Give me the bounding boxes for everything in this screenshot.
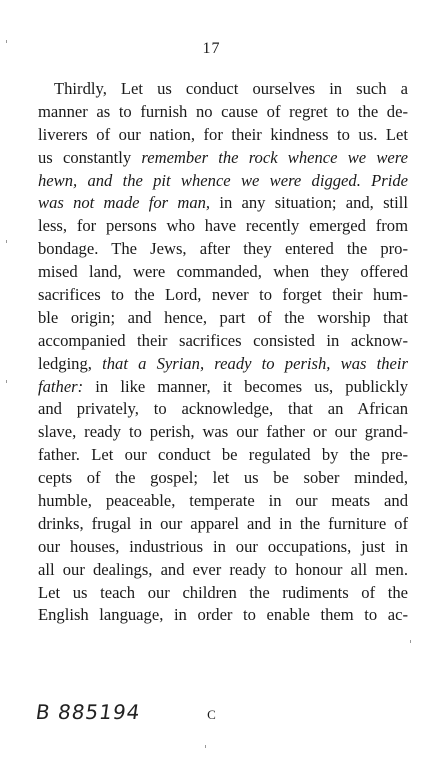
margin-speck xyxy=(6,240,7,243)
text-line: English language, in order to enable them to ac- xyxy=(38,605,408,625)
text-line: was not made for man, in any situation; and, still xyxy=(38,193,408,213)
text-line: all our dealings, and ever ready to honour all men. xyxy=(38,559,408,579)
margin-speck xyxy=(6,40,7,43)
text-line: liverers of our nation, for their kindness to us. Let xyxy=(38,124,408,144)
text-line: father. Let our conduct be regulated by the pre- xyxy=(38,445,408,465)
page-number: 17 xyxy=(202,40,221,57)
text-line: father: in like manner, it becomes us, publickly xyxy=(38,376,408,396)
text-line: bondage. The Jews, after they entered the pro- xyxy=(38,239,408,259)
margin-speck xyxy=(205,745,206,748)
text-line: less, for persons who have recently emerged from xyxy=(38,216,408,236)
text-line: us constantly remember the rock whence we were xyxy=(38,147,409,167)
text-line: and privately, to acknowledge, that an African xyxy=(38,399,408,419)
text-line: humble, peaceable, temperate in our meats and xyxy=(38,491,408,511)
italic-quote: that a Syrian, ready to perish, was their xyxy=(102,353,408,373)
margin-speck xyxy=(6,380,7,383)
italic-quote: was not made for man, xyxy=(38,193,211,213)
signature-mark: C xyxy=(207,707,216,722)
italic-quote: father: xyxy=(38,376,84,396)
text-line: mised land, were commanded, when they offered xyxy=(38,262,408,282)
text-line: cepts of the gospel; let us be sober minded, xyxy=(38,468,408,488)
handwritten-catalog-number: B 885194 xyxy=(34,700,143,724)
text-line: sacrifices to the Lord, never to forget their hum- xyxy=(38,285,408,305)
text-line: manner as to furnish no cause of regret to the de- xyxy=(38,101,408,121)
text-line: hewn, and the pit whence we were digged. Pride xyxy=(38,170,408,190)
text-line: ledging, that a Syrian, ready to perish, was their xyxy=(38,353,408,373)
text-line: slave, ready to perish, was our father or our grand- xyxy=(38,422,408,442)
text-line: Thirdly, Let us conduct ourselves in such a xyxy=(54,79,408,98)
text-line: Let us teach our children the rudiments of the xyxy=(38,582,408,602)
italic-quote: remember the rock whence we were xyxy=(141,147,409,167)
text-line: accompanied their sacrifices consisted in acknow- xyxy=(38,330,408,350)
text-line: our houses, industrious in our occupations, just in xyxy=(38,536,408,556)
text-line: ble origin; and hence, part of the worship that xyxy=(38,307,408,327)
body-text xyxy=(38,78,408,627)
margin-speck xyxy=(410,640,411,643)
text-line: drinks, frugal in our apparel and in the furniture of xyxy=(38,513,408,533)
